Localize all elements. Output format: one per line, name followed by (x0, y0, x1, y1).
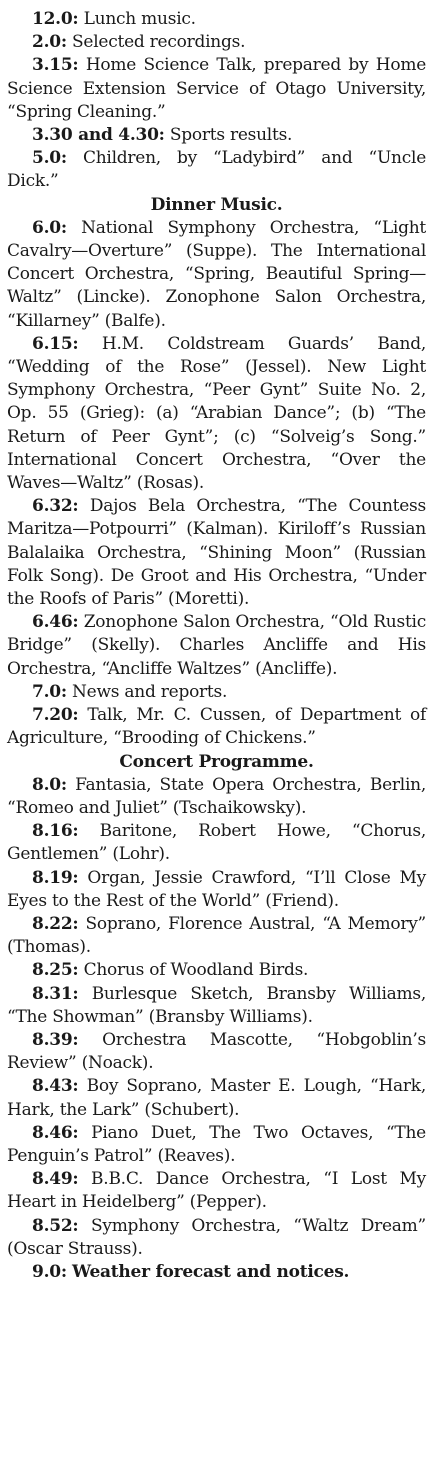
entry-time: 6.0: (32, 217, 67, 238)
entry-time: 8.52: (32, 1215, 79, 1236)
entry-text: Talk, Mr. C. Cussen, of Department of Agriculture, “Brooding of Chickens.” (7, 705, 427, 749)
programme-entry-646 (7, 611, 426, 681)
programme-entry-831 (7, 983, 426, 1029)
programme-entry-200 (7, 31, 426, 54)
entry-text: Orchestra Mascotte, “Hobgoblin’s Review” (Noack). (7, 1029, 426, 1074)
programme-entry-700 (7, 681, 426, 704)
entry-time: 9.0: (32, 1261, 67, 1282)
entry-text: Burlesque Sketch, Bransby Williams, “The Showman” (Bransby Williams). (7, 983, 427, 1027)
programme-entry-825 (7, 959, 426, 982)
programme-entry-900 (7, 1261, 426, 1284)
programme-entry-600 (7, 217, 426, 333)
programme-entry-800 (7, 774, 426, 820)
programme-entry-1200 (7, 8, 426, 31)
programme-entry-839 (7, 1029, 426, 1075)
entry-time: 6.15: (32, 333, 79, 354)
entry-text: Dajos Bela Orchestra, “The Countess Maritza—Potpourri” (Kalman). Kiriloff’s Russian Balalaika Orchestra, “Shining Moon” (Russian Folk Song). De Groot and His Orchestra, “Under the Roofs of Paris” (Moretti). (7, 496, 426, 610)
programme-entry-330 (7, 124, 426, 147)
entry-time: 8.49: (32, 1169, 79, 1190)
entry-text: H.M. Coldstream Guards’ Band, “Wedding of the Rose” (Jessel). New Light Symphony Orchestra, “Peer Gynt” Suite No. 2, Op. 55 (Grieg): (a) “Arabian Dance”; (b) “The Return of Peer Gynt”; (c) “Solveig’s Song.” International Concert Orchestra, “Over the Waves—Waltz” (Rosas). (7, 333, 426, 494)
entry-time: 6.46: (32, 612, 79, 633)
programme-entry-500 (7, 147, 426, 193)
entry-time: 8.46: (32, 1122, 79, 1143)
entry-time: 8.43: (32, 1076, 79, 1097)
programme-entry-822 (7, 913, 426, 959)
section-heading-dinner-music: Dinner Music. (150, 194, 283, 215)
entry-text: Zonophone Salon Orchestra, “Old Rustic Bridge” (Skelly). Charles Ancliffe and His Orchestra, “Ancliffe Waltzes” (Ancliffe). (7, 612, 426, 679)
entry-time: 12.0: (32, 9, 79, 29)
entry-time: 7.0: (32, 681, 67, 702)
entry-text: Home Science Talk, prepared by Home Science Extension Service of Otago University, “Spring Cleaning.” (7, 55, 427, 122)
entry-text: Lunch music. (83, 9, 196, 29)
entry-text: Baritone, Robert Howe, “Chorus, Gentlemen” (Lohr). (7, 821, 426, 865)
entry-text: Boy Soprano, Master E. Lough, “Hark, Hark, the Lark” (Schubert). (7, 1076, 426, 1120)
programme-entry-846 (7, 1122, 426, 1168)
section-heading-concert-programme: Concert Programme. (119, 751, 314, 772)
entry-text: Weather forecast and notices. (72, 1261, 350, 1282)
entry-time: 8.19: (32, 867, 79, 888)
entry-time: 3.30 and 4.30: (32, 125, 165, 146)
entry-time: 8.31: (32, 983, 79, 1004)
entry-text: Organ, Jessie Crawford, “I’ll Close My Eyes to the Rest of the World” (Friend). (7, 867, 427, 911)
programme-entry-819 (7, 867, 426, 913)
entry-text: News and reports. (72, 681, 228, 702)
entry-time: 8.39: (32, 1029, 79, 1050)
entry-time: 6.32: (32, 496, 79, 517)
entry-time: 3.15: (32, 55, 79, 76)
entry-text: Fantasia, State Opera Orchestra, Berlin, “Romeo and Juliet” (Tschaikowsky). (7, 774, 426, 818)
entry-text: Piano Duet, The Two Octaves, “The Penguin’s Patrol” (Reaves). (7, 1122, 426, 1166)
entry-time: 8.22: (32, 913, 79, 934)
programme-entry-615 (7, 333, 426, 495)
entry-text: Symphony Orchestra, “Waltz Dream” (Oscar Strauss). (7, 1215, 426, 1259)
entry-time: 2.0: (32, 32, 67, 53)
entry-text: Sports results. (169, 125, 293, 146)
programme-entry-843 (7, 1075, 426, 1121)
entry-time: 8.25: (32, 960, 79, 981)
programme-entry-720 (7, 704, 426, 750)
programme-entry-816 (7, 820, 426, 866)
entry-time: 8.0: (32, 774, 67, 795)
entry-text: Children, by “Ladybird” and “Uncle Dick.” (7, 148, 427, 192)
entry-text: National Symphony Orchestra, “Light Cavalry—Overture” (Suppe). The International Concert Orchestra, “Spring, Beautiful Spring—Waltz” (Lincke). Zonophone Salon Orchestra, “Killarney” (Balfe). (7, 217, 426, 331)
programme-entry-852 (7, 1215, 426, 1261)
entry-time: 5.0: (32, 148, 67, 169)
entry-text: Chorus of Woodland Birds. (83, 960, 309, 981)
programme-entry-632 (7, 495, 426, 611)
entry-text: Selected recordings. (72, 32, 246, 53)
entry-text: B.B.C. Dance Orchestra, “I Lost My Heart in Heidelberg” (Pepper). (7, 1169, 426, 1213)
entry-time: 8.16: (32, 821, 79, 842)
entry-text: Soprano, Florence Austral, “A Memory” (Thomas). (7, 913, 426, 958)
programme-entry-849 (7, 1168, 426, 1214)
programme-entry-315 (7, 54, 426, 124)
entry-time: 7.20: (32, 705, 79, 726)
